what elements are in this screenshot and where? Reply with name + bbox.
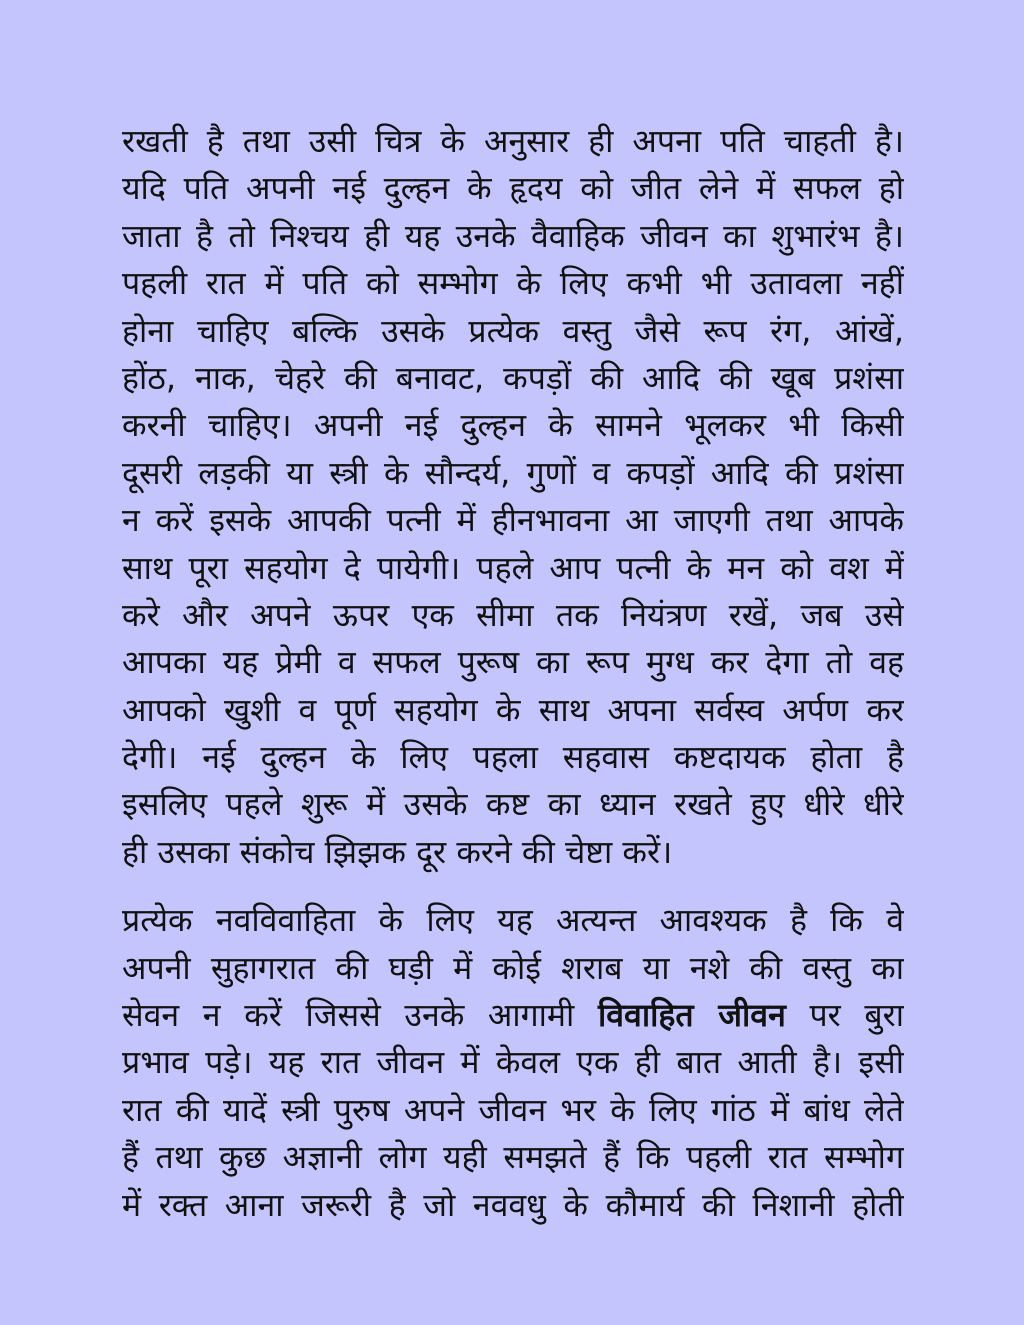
text-line bbox=[122, 992, 904, 1039]
text-line: अपनी सुहागरात की घड़ी में कोई शराब या नशे की वस्तु का bbox=[122, 948, 904, 987]
text-line: पहली रात में पति को सम्भोग के लिए कभी भी उतावला नहीं bbox=[122, 264, 904, 303]
bold-phrase: विवाहित जीवन bbox=[597, 996, 786, 1035]
text-line: आपका यह प्रेमी व सफल पुरूष का रूप मुग्ध कर देगा तो वह bbox=[122, 643, 904, 682]
text-line: होना चाहिए बल्कि उसके प्रत्येक वस्तु जैसे रूप रंग, आंखें, bbox=[122, 311, 904, 350]
text-line: यदि पति अपनी नई दुल्हन के हृदय को जीत लेने में सफल हो bbox=[122, 169, 904, 208]
text-line: रखती है तथा उसी चित्र के अनुसार ही अपना पति चाहती है। bbox=[122, 122, 904, 160]
text-line: करे और अपने ऊपर एक सीमा तक नियंत्रण रखें, जब उसे bbox=[122, 595, 904, 634]
text-line: करनी चाहिए। अपनी नई दुल्हन के सामने भूलकर भी किसी bbox=[122, 406, 904, 445]
text-line: दूसरी लड़की या स्त्री के सौन्दर्य, गुणों व कपड़ों आदि की प्रशंसा bbox=[122, 453, 904, 492]
text-line: ही उसका संकोच झिझक दूर करने की चेष्टा करें। bbox=[122, 832, 673, 871]
text-line: होंठ, नाक, चेहरे की बनावट, कपड़ों की आदि की खूब प्रशंसा bbox=[122, 358, 904, 397]
text-line: प्रभाव पड़े। यह रात जीवन में केवल एक ही बात आती है। इसी bbox=[122, 1043, 904, 1082]
text-line: देगी। नई दुल्हन के लिए पहला सहवास कष्टदायक होता है bbox=[122, 738, 904, 777]
text-segment: पर बुरा bbox=[785, 996, 904, 1035]
text-line: हैं तथा कुछ अज्ञानी लोग यही समझते हैं कि पहली रात सम्भोग bbox=[122, 1138, 904, 1177]
text-line: आपको खुशी व पूर्ण सहयोग के साथ अपना सर्वस्व अर्पण कर bbox=[122, 690, 904, 729]
text-line: में रक्त आना जरूरी है जो नववधु के कौमार्य की निशानी होती bbox=[122, 1185, 904, 1224]
paragraph-2 bbox=[122, 897, 904, 1229]
text-line: साथ पूरा सहयोग दे पायेगी। पहले आप पत्नी के मन को वश में bbox=[122, 548, 904, 587]
text-line: जाता है तो निश्चय ही यह उनके वैवाहिक जीवन का शुभारंभ है। bbox=[122, 216, 904, 255]
text-segment: सेवन न करें जिससे उनके आगामी bbox=[122, 996, 598, 1035]
text-line: रात की यादें स्त्री पुरुष अपने जीवन भर के लिए गांठ में बांध लेते bbox=[122, 1090, 904, 1129]
text-line: न करें इसके आपकी पत्नी में हीनभावना आ जाएगी तथा आपके bbox=[122, 501, 904, 540]
text-line: प्रत्येक नवविवाहिता के लिए यह अत्यन्त आवश्यक है कि वे bbox=[122, 901, 904, 940]
paragraph-1 bbox=[122, 118, 904, 876]
page-body bbox=[122, 118, 904, 1229]
text-line: इसलिए पहले शुरू में उसके कष्ट का ध्यान रखते हुए धीरे धीरे bbox=[122, 785, 904, 824]
